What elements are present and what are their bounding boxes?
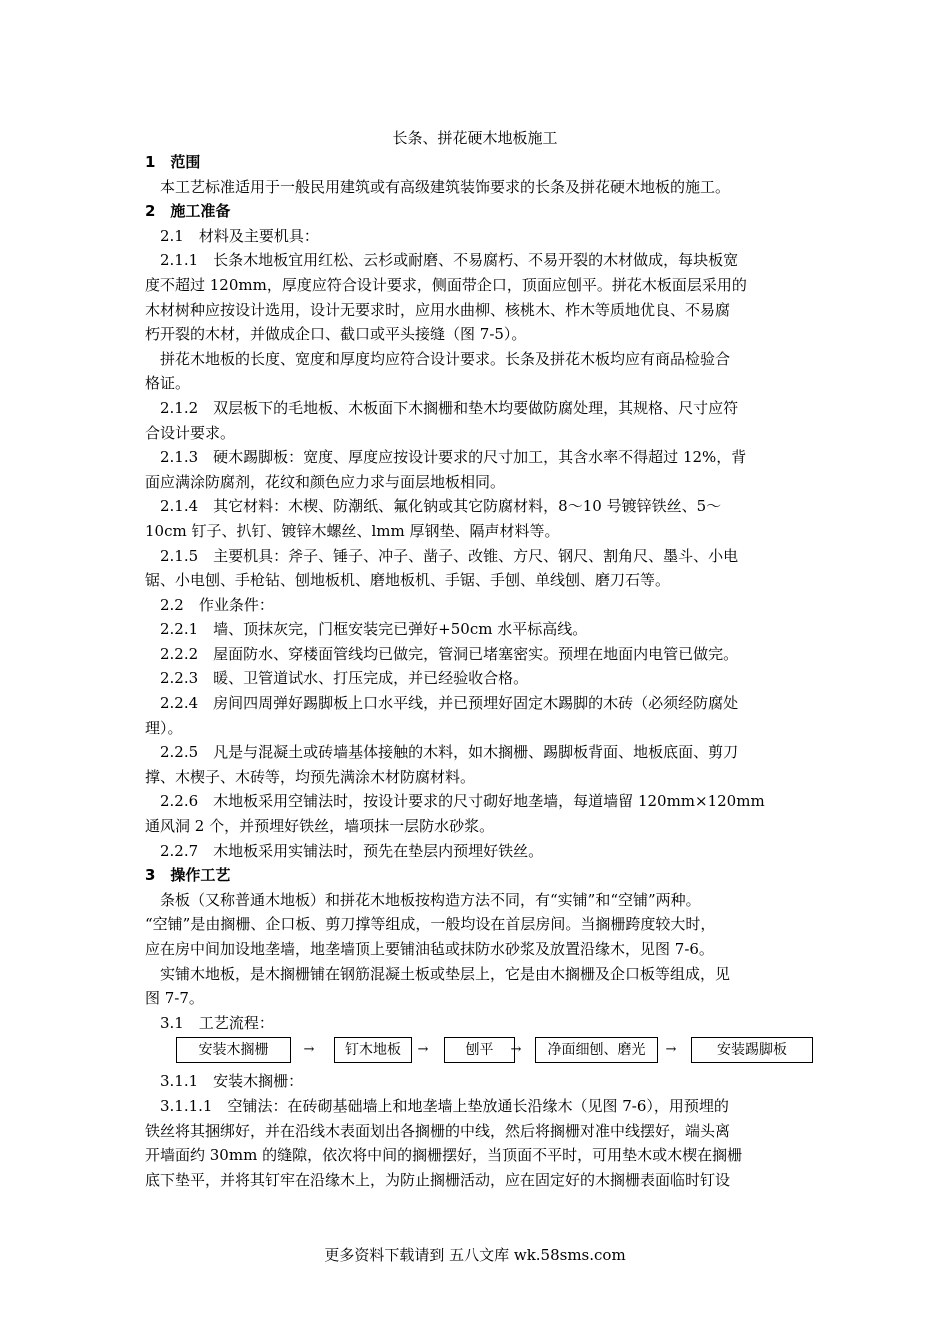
paragraph-line: 2.2.3 暖、卫管道试水、打压完成，并已经验收合格。 — [160, 669, 529, 688]
section-heading-2: 2 施工准备 — [145, 202, 231, 221]
process-flow-diagram — [145, 1037, 807, 1069]
paragraph-line: 度不超过 120mm，厚度应符合设计要求，侧面带企口，顶面应刨平。拼花木板面层采用的 — [145, 275, 747, 294]
paragraph-line: 图 7-7。 — [145, 989, 204, 1008]
paragraph-line: 2.1.5 主要机具：斧子、锤子、冲子、凿子、改锥、方尺、钢尺、割角尺、墨斗、小电 — [160, 546, 739, 565]
paragraph-line: 木材树种应按设计选用，设计无要求时，应用水曲柳、核桃木、柞木等质地优良、不易腐 — [145, 300, 731, 319]
flow-step-3: 刨平 — [444, 1037, 515, 1063]
paragraph-line: 10cm 钉子、扒钉、镀锌木螺丝、lmm 厚钢垫、隔声材料等。 — [145, 521, 560, 540]
paragraph-line: 应在房中间加设地垄墙，地垄墙顶上要铺油毡或抹防水砂浆及放置沿缘木，见图 7-6。 — [145, 940, 714, 958]
paragraph-line: 开墙面约 30mm 的缝隙，依次将中间的搁栅摆好，当顶面不平时，可用垫木或木楔在搁栅 — [145, 1146, 743, 1165]
paragraph-line: 格证。 — [145, 374, 191, 393]
section-heading-1: 1 范围 — [145, 153, 201, 171]
flow-arrow-icon: → — [510, 1042, 522, 1058]
paragraph-line: 2.1.2 双层板下的毛地板、木板面下木搁栅和垫木均要做防腐处理，其规格、尺寸应符 — [160, 398, 739, 417]
paragraph-line: 拼花木地板的长度、宽度和厚度均应符合设计要求。长条及拼花木板均应有商品检验合 — [160, 349, 731, 368]
paragraph-line: 3.1.1.1 空铺法：在砖砌基础墙上和地垄墙上垫放通长沿缘木（见图 7-6），用预埋的 — [160, 1096, 729, 1115]
paragraph-line: 铁丝将其捆绑好，并在沿线木表面划出各搁栅的中线，然后将搁栅对准中线摆好，端头离 — [145, 1121, 731, 1140]
flow-step-4: 净面细刨、磨光 — [535, 1037, 658, 1063]
subsection-heading: 2.1 材料及主要机具： — [160, 226, 319, 245]
paragraph-line: 理）。 — [145, 718, 183, 737]
paragraph-line: 通风洞 2 个，并预埋好铁丝，墙项抹一层防水砂浆。 — [145, 817, 495, 836]
paragraph-line: 条板（又称普通木地板）和拼花木地板按构造方法不同，有“实铺”和“空铺”两种。 — [160, 890, 701, 909]
flow-arrow-icon: → — [665, 1042, 677, 1058]
document-body — [145, 150, 807, 1192]
paragraph-line: 2.2.1 墙、顶抹灰完，门框安装完已弹好+50cm 水平标高线。 — [160, 620, 588, 639]
section-heading-3: 3 操作工艺 — [145, 866, 231, 885]
paragraph-line: 撑、木楔子、木砖等，均预先满涂木材防腐材料。 — [145, 767, 476, 786]
subsection-heading: 2.2 作业条件： — [160, 595, 274, 614]
flow-step-1: 安装木搁栅 — [176, 1037, 291, 1063]
paragraph-line: 面应满涂防腐剂，花纹和颜色应力求与面层地板相同。 — [145, 472, 506, 491]
paragraph-line: 2.2.6 木地板采用空铺法时，按设计要求的尺寸砌好地垄墙，每道墙留 120mm×120mm — [160, 792, 765, 811]
footer-download-link[interactable]: 更多资料下载请到 五八文库 wk.58sms.com — [324, 1246, 626, 1264]
paragraph-line: “空铺”是由搁栅、企口板、剪刀撑等组成，一般均设在首层房间。当搁栅跨度较大时， — [145, 915, 716, 934]
paragraph-line: 2.2.4 房间四周弹好踢脚板上口水平线，并已预埋好固定木踢脚的木砖（必须经防腐处 — [160, 694, 739, 713]
flow-arrow-icon: → — [303, 1042, 315, 1058]
paragraph-line: 2.1.1 长条木地板宜用红松、云杉或耐磨、不易腐朽、不易开裂的木材做成，每块板宽 — [160, 251, 739, 270]
paragraph-line: 2.2.5 凡是与混凝土或砖墙基体接触的木料，如木搁栅、踢脚板背面、地板底面、剪刀 — [160, 743, 739, 762]
flow-step-2: 钉木地板 — [334, 1037, 412, 1063]
subsection-heading: 3.1.1 安装木搁栅： — [160, 1072, 304, 1091]
paragraph-line: 锯、小电刨、手枪钻、刨地板机、磨地板机、手锯、手刨、单线刨、磨刀石等。 — [145, 571, 671, 590]
paragraph-line: 2.2.7 木地板采用实铺法时，预先在垫层内预埋好铁丝。 — [160, 841, 544, 860]
paragraph-line: 2.1.3 硬木踢脚板：宽度、厚度应按设计要求的尺寸加工，其含水率不得超过 12%，背 — [160, 448, 747, 467]
paragraph-line: 2.2.2 屋面防水、穿楼面管线均已做完，管洞已堵塞密实。预埋在地面内电管已做完。 — [160, 644, 739, 663]
paragraph-line: 实铺木地板，是木搁栅铺在钢筋混凝土板或垫层上，它是由木搁栅及企口板等组成，见 — [160, 964, 731, 983]
paragraph-line: 2.1.4 其它材料：木楔、防潮纸、氟化钠或其它防腐材料，8～10 号镀锌铁丝、5～ — [160, 497, 722, 516]
flow-arrow-icon: → — [417, 1042, 429, 1058]
paragraph: 本工艺标准适用于一般民用建筑或有高级建筑装饰要求的长条及拼花硬木地板的施工。 — [160, 177, 731, 196]
paragraph-line: 合设计要求。 — [145, 423, 236, 442]
paragraph-line: 朽开裂的木材，并做成企口、截口或平头接缝（图 7-5）。 — [145, 325, 527, 344]
flow-step-5: 安装踢脚板 — [691, 1037, 813, 1063]
paragraph-line: 底下垫平，并将其钉牢在沿缘木上，为防止搁栅活动，应在固定好的木搁栅表面临时钉设 — [145, 1170, 731, 1189]
document-title: 长条、拼花硬木地板施工 — [392, 129, 558, 147]
subsection-heading: 3.1 工艺流程： — [160, 1013, 274, 1032]
